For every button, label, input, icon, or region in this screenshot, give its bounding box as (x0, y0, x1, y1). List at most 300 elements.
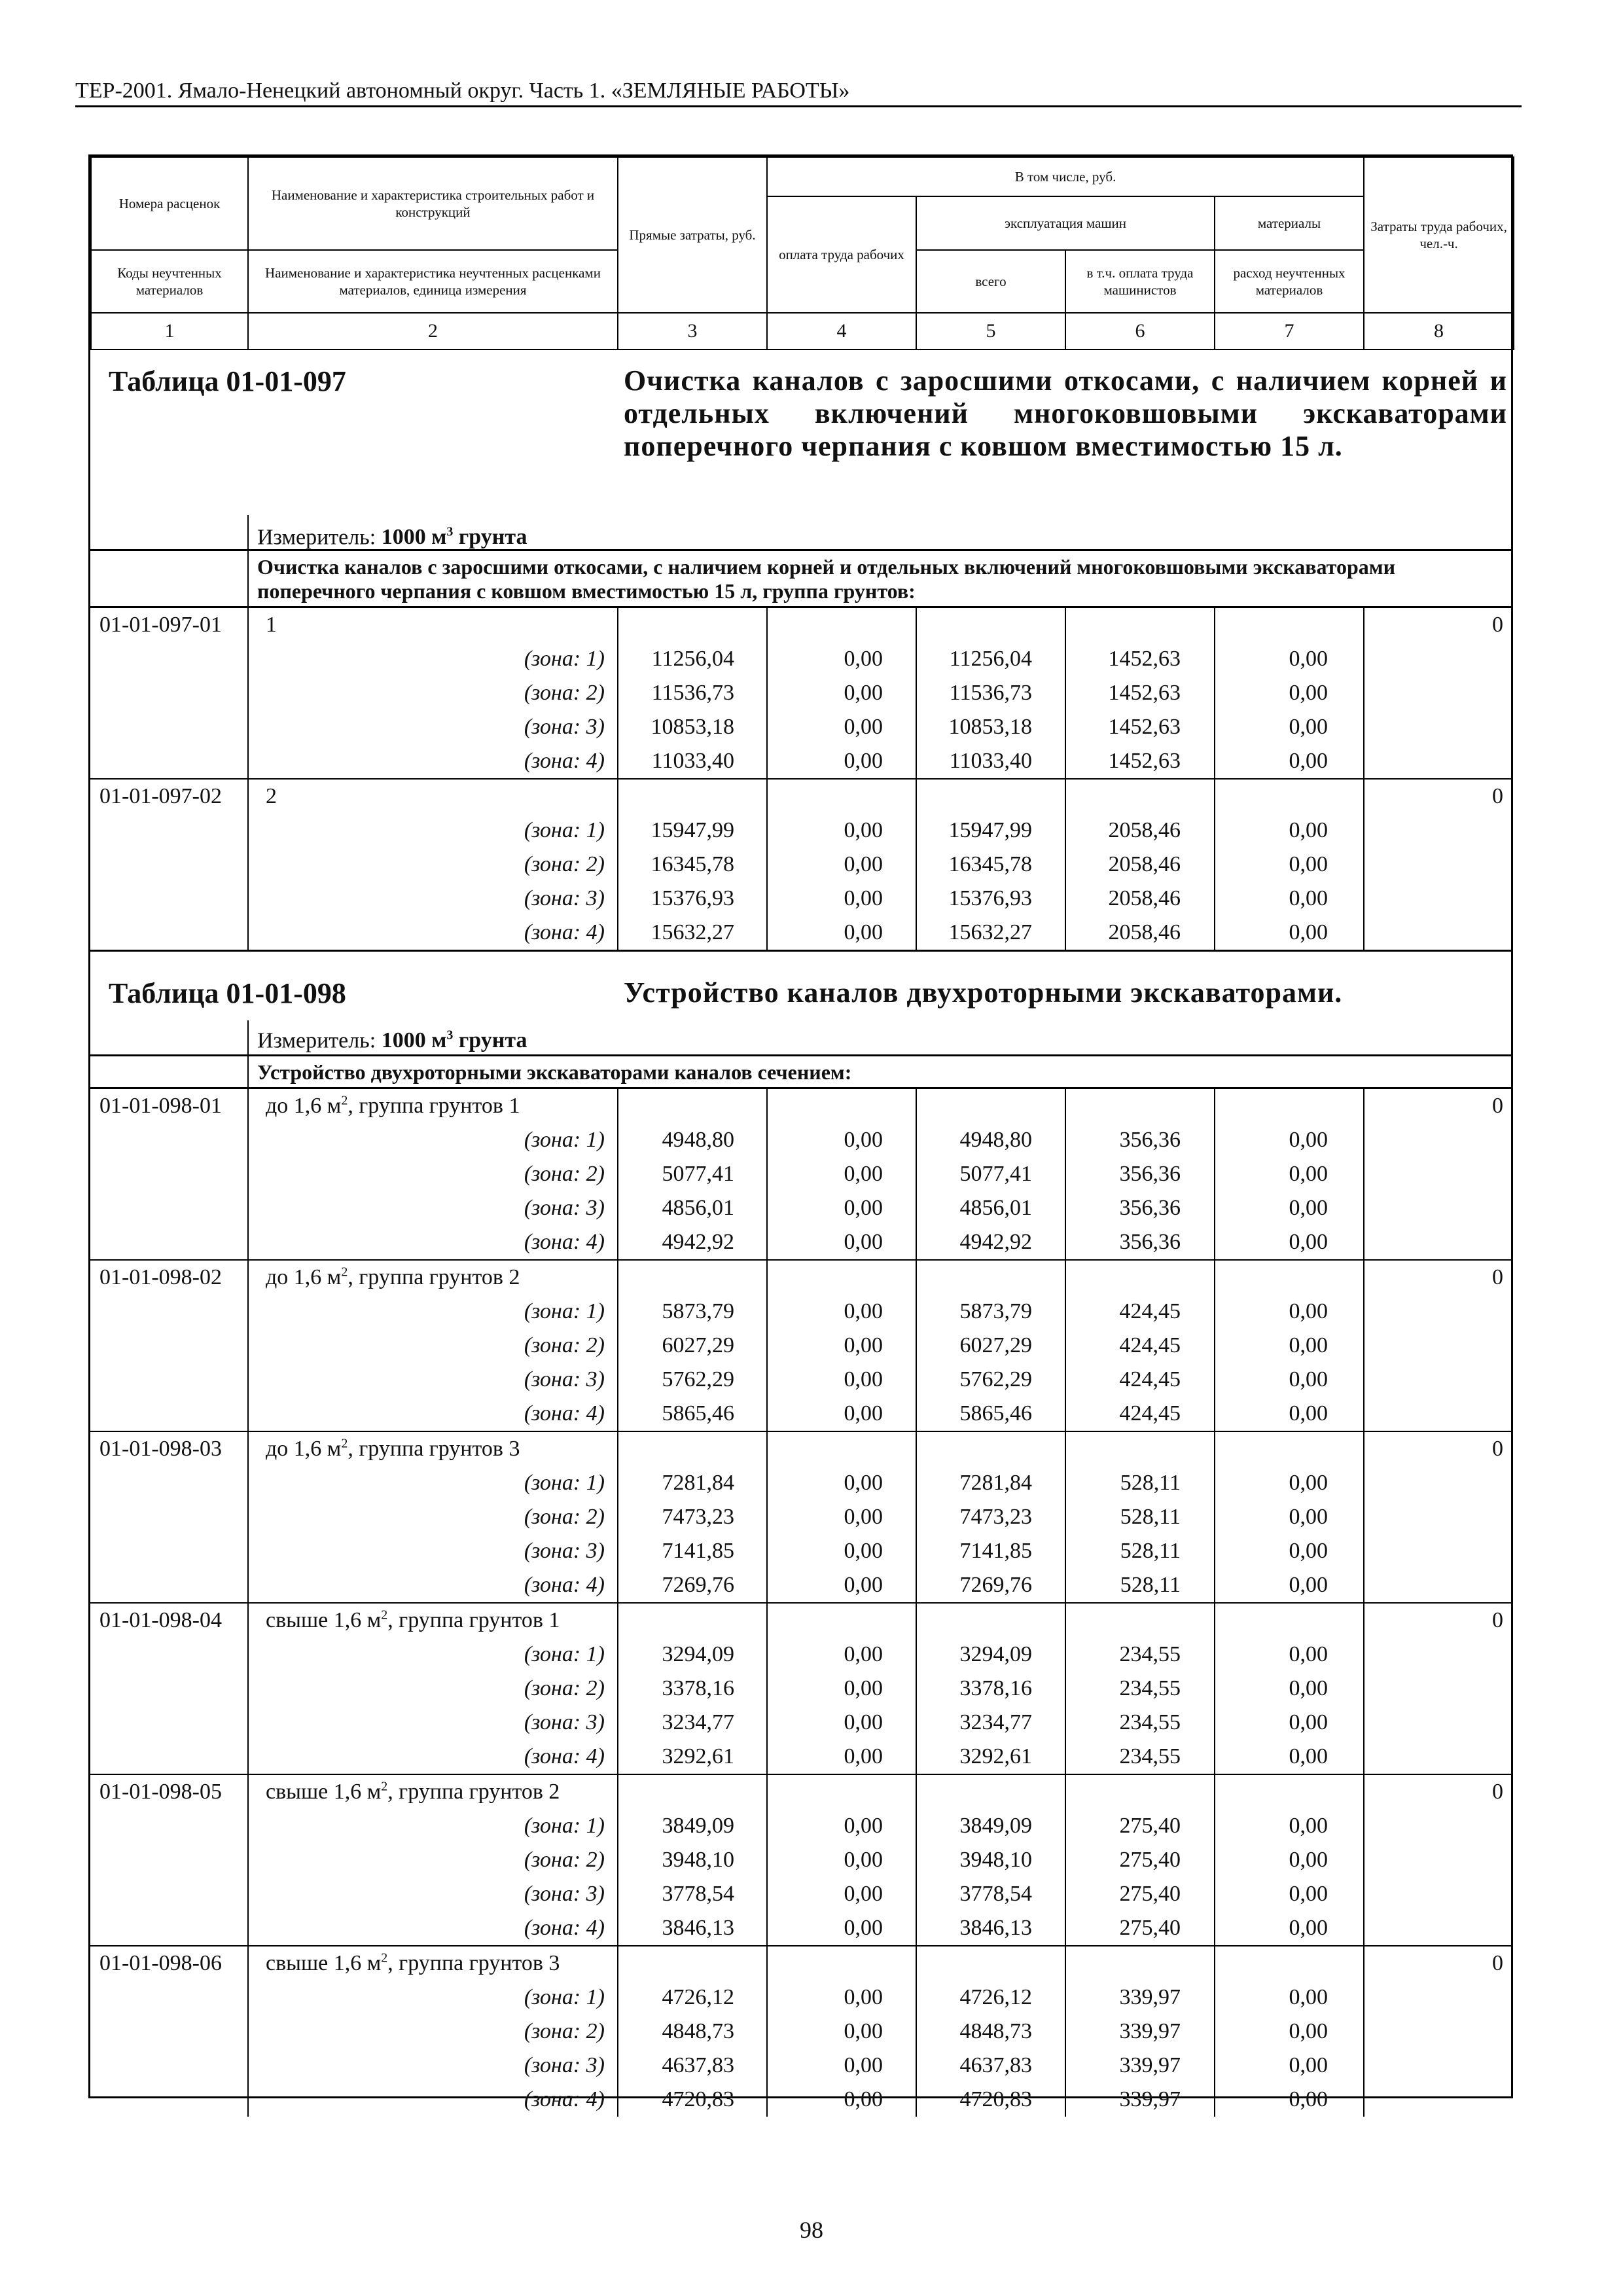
direct-costs-value: 3948,10 (662, 1848, 734, 1872)
worker-wages-value: 0,00 (844, 1162, 883, 1186)
operator-wages-value: 1452,63 (1108, 749, 1181, 773)
table-098-title: Устройство каналов двухроторными экскаваторами. (624, 977, 1343, 1009)
materials-value: 0,00 (1289, 2053, 1328, 2077)
machines-total-value: 4948,80 (959, 1128, 1032, 1152)
machines-total-value: 3849,09 (959, 1814, 1032, 1838)
machines-total-value: 3378,16 (959, 1676, 1032, 1700)
direct-costs-value: 4726,12 (662, 1985, 734, 2009)
machines-total-value: 3234,77 (959, 1710, 1032, 1734)
zone-row (90, 1877, 1511, 1911)
materials-value: 0,00 (1289, 1642, 1328, 1666)
worker-wages-value: 0,00 (844, 1505, 883, 1529)
materials-value: 0,00 (1289, 1162, 1328, 1186)
rate-header-row (90, 780, 1511, 814)
rate-group (90, 1089, 1511, 1261)
machines-total-value: 4856,01 (959, 1196, 1032, 1220)
worker-wages-value: 0,00 (844, 1642, 883, 1666)
rate-group (90, 780, 1511, 950)
materials-value: 0,00 (1289, 681, 1328, 705)
labor-cost: 0 (1492, 1951, 1503, 1975)
worker-wages-value: 0,00 (844, 1196, 883, 1220)
materials-value: 0,00 (1289, 1333, 1328, 1357)
direct-costs-value: 3292,61 (662, 1744, 734, 1768)
labor-cost: 0 (1492, 1094, 1503, 1118)
rate-label: 1 (266, 613, 277, 637)
worker-wages-value: 0,00 (844, 1539, 883, 1563)
materials-value: 0,00 (1289, 1573, 1328, 1597)
worker-wages-value: 0,00 (844, 1333, 883, 1357)
rate-code: 01-01-098-06 (99, 1951, 222, 1975)
labor-cost: 0 (1492, 1780, 1503, 1804)
rate-label: до 1,6 $м^2$, группа грунтов 3 (266, 1436, 520, 1461)
materials-value: 0,00 (1289, 2087, 1328, 2111)
zone-label: (зона: 3) (524, 886, 605, 910)
materials-value: 0,00 (1289, 920, 1328, 944)
zone-row (90, 1706, 1511, 1740)
column-number: 8 (1364, 313, 1514, 350)
worker-wages-value: 0,00 (844, 1916, 883, 1940)
machines-total-value: 11033,40 (949, 749, 1032, 773)
worker-wages-value: 0,00 (844, 1744, 883, 1768)
header-materials: материалы (1215, 196, 1364, 250)
machines-total-value: 11256,04 (949, 647, 1032, 671)
worker-wages-value: 0,00 (844, 715, 883, 739)
rate-label: 2 (266, 784, 277, 808)
direct-costs-value: 7281,84 (662, 1471, 734, 1495)
materials-value: 0,00 (1289, 852, 1328, 876)
header-work-name: Наименование и характеристика строительных работ и конструкций (248, 157, 618, 250)
machines-total-value: 5077,41 (959, 1162, 1032, 1186)
materials-value: 0,00 (1289, 1367, 1328, 1391)
operator-wages-value: 356,36 (1119, 1230, 1181, 1254)
column-number: 3 (618, 313, 767, 350)
zone-row (90, 1363, 1511, 1397)
worker-wages-value: 0,00 (844, 1401, 883, 1426)
worker-wages-value: 0,00 (844, 681, 883, 705)
direct-costs-value: 6027,29 (662, 1333, 734, 1357)
materials-value: 0,00 (1289, 1710, 1328, 1734)
materials-value: 0,00 (1289, 1505, 1328, 1529)
direct-costs-value: 5762,29 (662, 1367, 734, 1391)
machines-total-value: 4720,83 (959, 2087, 1032, 2111)
rate-header-row (90, 1089, 1511, 1123)
zone-label: (зона: 4) (524, 749, 605, 773)
table-097-rates (90, 608, 1511, 952)
materials-value: 0,00 (1289, 1401, 1328, 1426)
machines-total-value: 16345,78 (948, 852, 1032, 876)
header-unaccounted-materials: расход неучтенных материалов (1215, 250, 1364, 313)
rate-group (90, 1946, 1511, 2117)
zone-row (90, 1809, 1511, 1843)
worker-wages-value: 0,00 (844, 749, 883, 773)
machines-total-value: 4942,92 (959, 1230, 1032, 1254)
worker-wages-value: 0,00 (844, 647, 883, 671)
machines-total-value: 15376,93 (948, 886, 1032, 910)
zone-label: (зона: 3) (524, 1196, 605, 1220)
direct-costs-value: 5865,46 (662, 1401, 734, 1426)
rate-group (90, 1432, 1511, 1604)
zone-label: (зона: 2) (524, 1162, 605, 1186)
direct-costs-value: 7269,76 (662, 1573, 734, 1597)
rate-label: до 1,6 $м^2$, группа грунтов 1 (266, 1093, 520, 1118)
worker-wages-value: 0,00 (844, 1471, 883, 1495)
materials-value: 0,00 (1289, 1916, 1328, 1940)
machines-total-value: 5865,46 (959, 1401, 1032, 1426)
worker-wages-value: 0,00 (844, 1573, 883, 1597)
zone-row (90, 642, 1511, 676)
worker-wages-value: 0,00 (844, 1882, 883, 1906)
column-divider (247, 1056, 249, 1087)
machines-total-value: 4848,73 (959, 2019, 1032, 2043)
zone-label: (зона: 2) (524, 1676, 605, 1700)
labor-cost: 0 (1492, 1608, 1503, 1632)
machines-total-value: 3846,13 (959, 1916, 1032, 1940)
zone-row (90, 1500, 1511, 1534)
zone-label: (зона: 3) (524, 1710, 605, 1734)
direct-costs-value: 4948,80 (662, 1128, 734, 1152)
operator-wages-value: 528,11 (1120, 1539, 1181, 1563)
labor-cost: 0 (1492, 1437, 1503, 1461)
machines-total-value: 5762,29 (959, 1367, 1032, 1391)
column-number: 5 (916, 313, 1065, 350)
machines-total-value: 10853,18 (948, 715, 1032, 739)
rate-header-row (90, 1261, 1511, 1295)
zone-label: (зона: 1) (524, 1471, 605, 1495)
zone-label: (зона: 2) (524, 1333, 605, 1357)
price-table-sheet (88, 154, 1513, 2111)
machines-total-value: 4637,83 (959, 2053, 1032, 2077)
machines-total-value: 3292,61 (959, 1744, 1032, 1768)
header-rate-number: Номера расценок (91, 157, 248, 250)
operator-wages-value: 356,36 (1119, 1162, 1181, 1186)
column-number: 6 (1065, 313, 1215, 350)
worker-wages-value: 0,00 (844, 852, 883, 876)
direct-costs-value: 11256,04 (651, 647, 734, 671)
direct-costs-value: 3234,77 (662, 1710, 734, 1734)
operator-wages-value: 424,45 (1119, 1367, 1181, 1391)
materials-value: 0,00 (1289, 647, 1328, 671)
materials-value: 0,00 (1289, 1471, 1328, 1495)
zone-label: (зона: 4) (524, 1744, 605, 1768)
machines-total-value: 5873,79 (959, 1299, 1032, 1323)
direct-costs-value: 4848,73 (662, 2019, 734, 2043)
direct-costs-value: 4720,83 (662, 2087, 734, 2111)
materials-value: 0,00 (1289, 1744, 1328, 1768)
rate-group (90, 1261, 1511, 1432)
operator-wages-value: 1452,63 (1108, 647, 1181, 671)
worker-wages-value: 0,00 (844, 1848, 883, 1872)
worker-wages-value: 0,00 (844, 1299, 883, 1323)
worker-wages-value: 0,00 (844, 2087, 883, 2111)
zone-row (90, 2015, 1511, 2049)
direct-costs-value: 7473,23 (662, 1505, 734, 1529)
materials-value: 0,00 (1289, 1196, 1328, 1220)
rate-label: свыше 1,6 $м^2$, группа грунтов 2 (266, 1779, 560, 1804)
column-divider (247, 551, 249, 606)
zone-label: (зона: 1) (524, 1299, 605, 1323)
zone-label: (зона: 3) (524, 1882, 605, 1906)
direct-costs-value: 3294,09 (662, 1642, 734, 1666)
column-header-table (90, 156, 1514, 350)
zone-row (90, 710, 1511, 744)
rate-code: 01-01-098-05 (99, 1780, 222, 1804)
direct-costs-value: 15632,27 (651, 920, 734, 944)
zone-row (90, 1397, 1511, 1431)
header-worker-wages: оплата труда рабочих (767, 196, 916, 313)
header-material-names: Наименование и характеристика неучтенных расценками материалов, единица измерения (248, 250, 618, 313)
zone-label: (зона: 3) (524, 1367, 605, 1391)
direct-costs-value: 4942,92 (662, 1230, 734, 1254)
zone-label: (зона: 2) (524, 1848, 605, 1872)
table-097-group-heading: Очистка каналов с заросшими откосами, с наличием корней и отдельных включений многоковшовыми экскаваторами поперечного черпания с ковшом вместимостью 15 л, группа грунтов: (90, 551, 1511, 608)
labor-cost: 0 (1492, 613, 1503, 637)
rate-code: 01-01-097-01 (99, 613, 222, 637)
worker-wages-value: 0,00 (844, 1367, 883, 1391)
zone-row (90, 1568, 1511, 1602)
materials-value: 0,00 (1289, 2019, 1328, 2043)
materials-value: 0,00 (1289, 886, 1328, 910)
direct-costs-value: 3378,16 (662, 1676, 734, 1700)
direct-costs-value: 3778,54 (662, 1882, 734, 1906)
zone-label: (зона: 2) (524, 681, 605, 705)
table-098-rates (90, 1089, 1511, 2117)
direct-costs-value: 15376,93 (651, 886, 734, 910)
zone-row (90, 1843, 1511, 1877)
direct-costs-value: 11033,40 (651, 749, 734, 773)
materials-value: 0,00 (1289, 1814, 1328, 1838)
materials-value: 0,00 (1289, 1676, 1328, 1700)
labor-cost: 0 (1492, 1265, 1503, 1289)
worker-wages-value: 0,00 (844, 2053, 883, 2077)
operator-wages-value: 1452,63 (1108, 681, 1181, 705)
zone-row (90, 2083, 1511, 2117)
operator-wages-value: 234,55 (1119, 1676, 1181, 1700)
table-098-unit: Измеритель: 1000 $м^3$ грунта (257, 1028, 527, 1053)
worker-wages-value: 0,00 (844, 2019, 883, 2043)
direct-costs-value: 5873,79 (662, 1299, 734, 1323)
materials-value: 0,00 (1289, 1985, 1328, 2009)
zone-label: (зона: 3) (524, 2053, 605, 2077)
worker-wages-value: 0,00 (844, 1128, 883, 1152)
header-operator-wages: в т.ч. оплата труда машинистов (1065, 250, 1215, 313)
machines-total-value: 15632,27 (948, 920, 1032, 944)
direct-costs-value: 4856,01 (662, 1196, 734, 1220)
operator-wages-value: 339,97 (1119, 2053, 1181, 2077)
rate-group (90, 1775, 1511, 1946)
table-098-number: Таблица 01-01-098 (109, 977, 346, 1009)
machines-total-value: 4726,12 (959, 1985, 1032, 2009)
zone-row (90, 882, 1511, 916)
table-098-group-heading: Устройство двухроторными экскаваторами каналов сечением: (90, 1056, 1511, 1089)
operator-wages-value: 339,97 (1119, 2019, 1181, 2043)
rate-group (90, 608, 1511, 780)
zone-row (90, 848, 1511, 882)
rate-code: 01-01-098-04 (99, 1608, 222, 1632)
materials-value: 0,00 (1289, 715, 1328, 739)
zone-row (90, 1329, 1511, 1363)
operator-wages-value: 339,97 (1119, 1985, 1181, 2009)
materials-value: 0,00 (1289, 1230, 1328, 1254)
operator-wages-value: 424,45 (1119, 1333, 1181, 1357)
zone-row (90, 1466, 1511, 1500)
zone-row (90, 1981, 1511, 2015)
column-number: 2 (248, 313, 618, 350)
zone-row (90, 1157, 1511, 1191)
header-direct-costs: Прямые затраты, руб. (618, 157, 767, 313)
zone-label: (зона: 4) (524, 920, 605, 944)
worker-wages-value: 0,00 (844, 1676, 883, 1700)
zone-row (90, 1911, 1511, 1945)
rate-label: свыше 1,6 $м^2$, группа грунтов 1 (266, 1607, 560, 1632)
machines-total-value: 3294,09 (959, 1642, 1032, 1666)
zone-label: (зона: 4) (524, 1401, 605, 1426)
zone-label: (зона: 1) (524, 1985, 605, 2009)
worker-wages-value: 0,00 (844, 1814, 883, 1838)
operator-wages-value: 528,11 (1120, 1505, 1181, 1529)
zone-label: (зона: 4) (524, 2087, 605, 2111)
zone-label: (зона: 4) (524, 1573, 605, 1597)
operator-wages-value: 356,36 (1119, 1128, 1181, 1152)
direct-costs-value: 4637,83 (662, 2053, 734, 2077)
rate-header-row (90, 1604, 1511, 1638)
zone-row (90, 1295, 1511, 1329)
zone-row (90, 1191, 1511, 1225)
zone-label: (зона: 1) (524, 1814, 605, 1838)
worker-wages-value: 0,00 (844, 818, 883, 842)
zone-row (90, 1534, 1511, 1568)
labor-cost: 0 (1492, 784, 1503, 808)
column-number: 4 (767, 313, 916, 350)
zone-row (90, 1123, 1511, 1157)
operator-wages-value: 356,36 (1119, 1196, 1181, 1220)
table-097-number: Таблица 01-01-097 (109, 365, 346, 397)
header-machine-operation: эксплуатация машин (916, 196, 1215, 250)
table-097-title-block (90, 350, 1511, 551)
zone-label: (зона: 3) (524, 1539, 605, 1563)
operator-wages-value: 2058,46 (1108, 818, 1181, 842)
operator-wages-value: 234,55 (1119, 1642, 1181, 1666)
rate-header-row (90, 1775, 1511, 1809)
machines-total-value: 7281,84 (959, 1471, 1032, 1495)
zone-row (90, 2049, 1511, 2083)
zone-row (90, 1225, 1511, 1259)
rate-label: до 1,6 $м^2$, группа грунтов 2 (266, 1265, 520, 1289)
materials-value: 0,00 (1289, 1848, 1328, 1872)
direct-costs-value: 3846,13 (662, 1916, 734, 1940)
zone-row (90, 814, 1511, 848)
materials-value: 0,00 (1289, 1128, 1328, 1152)
direct-costs-value: 3849,09 (662, 1814, 734, 1838)
rate-code: 01-01-097-02 (99, 784, 222, 808)
operator-wages-value: 1452,63 (1108, 715, 1181, 739)
materials-value: 0,00 (1289, 818, 1328, 842)
machines-total-value: 7473,23 (959, 1505, 1032, 1529)
zone-row (90, 1672, 1511, 1706)
operator-wages-value: 275,40 (1119, 1848, 1181, 1872)
operator-wages-value: 275,40 (1119, 1882, 1181, 1906)
machines-total-value: 7141,85 (959, 1539, 1032, 1563)
header-machines-total: всего (916, 250, 1065, 313)
zone-row (90, 676, 1511, 710)
zone-label: (зона: 1) (524, 1642, 605, 1666)
operator-wages-value: 2058,46 (1108, 852, 1181, 876)
operator-wages-value: 424,45 (1119, 1299, 1181, 1323)
rate-header-row (90, 1946, 1511, 1981)
zone-row (90, 916, 1511, 950)
materials-value: 0,00 (1289, 1299, 1328, 1323)
operator-wages-value: 339,97 (1119, 2087, 1181, 2111)
zone-label: (зона: 2) (524, 2019, 605, 2043)
operator-wages-value: 528,11 (1120, 1573, 1181, 1597)
operator-wages-value: 2058,46 (1108, 920, 1181, 944)
materials-value: 0,00 (1289, 1882, 1328, 1906)
worker-wages-value: 0,00 (844, 1710, 883, 1734)
table-098-title-block (90, 952, 1511, 1056)
direct-costs-value: 15947,99 (651, 818, 734, 842)
operator-wages-value: 275,40 (1119, 1916, 1181, 1940)
column-number: 7 (1215, 313, 1364, 350)
machines-total-value: 11536,73 (949, 681, 1032, 705)
header-including: В том числе, руб. (767, 157, 1364, 196)
operator-wages-value: 275,40 (1119, 1814, 1181, 1838)
zone-row (90, 744, 1511, 778)
direct-costs-value: 10853,18 (651, 715, 734, 739)
table-097-unit: Измеритель: 1000 $м^3$ грунта (257, 525, 527, 550)
materials-value: 0,00 (1289, 749, 1328, 773)
zone-label: (зона: 2) (524, 852, 605, 876)
direct-costs-value: 16345,78 (651, 852, 734, 876)
rate-header-row (90, 608, 1511, 642)
rate-code: 01-01-098-03 (99, 1437, 222, 1461)
machines-total-value: 3778,54 (959, 1882, 1032, 1906)
zone-label: (зона: 4) (524, 1230, 605, 1254)
operator-wages-value: 234,55 (1119, 1710, 1181, 1734)
table-097-title: Очистка каналов с заросшими откосами, с наличием корней и отдельных включений многоковшовыми экскаваторами поперечного черпания с ковшом вместимостью 15 л. (624, 365, 1507, 462)
header-material-codes: Коды неучтенных материалов (91, 250, 248, 313)
rate-header-row (90, 1432, 1511, 1466)
worker-wages-value: 0,00 (844, 920, 883, 944)
worker-wages-value: 0,00 (844, 886, 883, 910)
zone-label: (зона: 2) (524, 1505, 605, 1529)
direct-costs-value: 11536,73 (651, 681, 734, 705)
column-divider (247, 1020, 249, 1054)
zone-label: (зона: 4) (524, 1916, 605, 1940)
worker-wages-value: 0,00 (844, 1985, 883, 2009)
running-head: ТЕР-2001. Ямало-Ненецкий автономный округ. Часть 1. «ЗЕМЛЯНЫЕ РАБОТЫ» (75, 77, 1522, 107)
operator-wages-value: 528,11 (1120, 1471, 1181, 1495)
zone-label: (зона: 1) (524, 1128, 605, 1152)
worker-wages-value: 0,00 (844, 1230, 883, 1254)
column-divider (247, 515, 249, 549)
operator-wages-value: 2058,46 (1108, 886, 1181, 910)
zone-label: (зона: 1) (524, 647, 605, 671)
operator-wages-value: 424,45 (1119, 1401, 1181, 1426)
zone-row (90, 1638, 1511, 1672)
zone-label: (зона: 1) (524, 818, 605, 842)
rate-group (90, 1604, 1511, 1775)
materials-value: 0,00 (1289, 1539, 1328, 1563)
rate-label: свыше 1,6 $м^2$, группа грунтов 3 (266, 1950, 560, 1975)
direct-costs-value: 7141,85 (662, 1539, 734, 1563)
column-number: 1 (91, 313, 248, 350)
zone-label: (зона: 3) (524, 715, 605, 739)
machines-total-value: 3948,10 (959, 1848, 1032, 1872)
header-labor-costs: Затраты труда рабочих, чел.-ч. (1364, 157, 1514, 313)
operator-wages-value: 234,55 (1119, 1744, 1181, 1768)
direct-costs-value: 5077,41 (662, 1162, 734, 1186)
rate-code: 01-01-098-02 (99, 1265, 222, 1289)
rate-code: 01-01-098-01 (99, 1094, 222, 1118)
